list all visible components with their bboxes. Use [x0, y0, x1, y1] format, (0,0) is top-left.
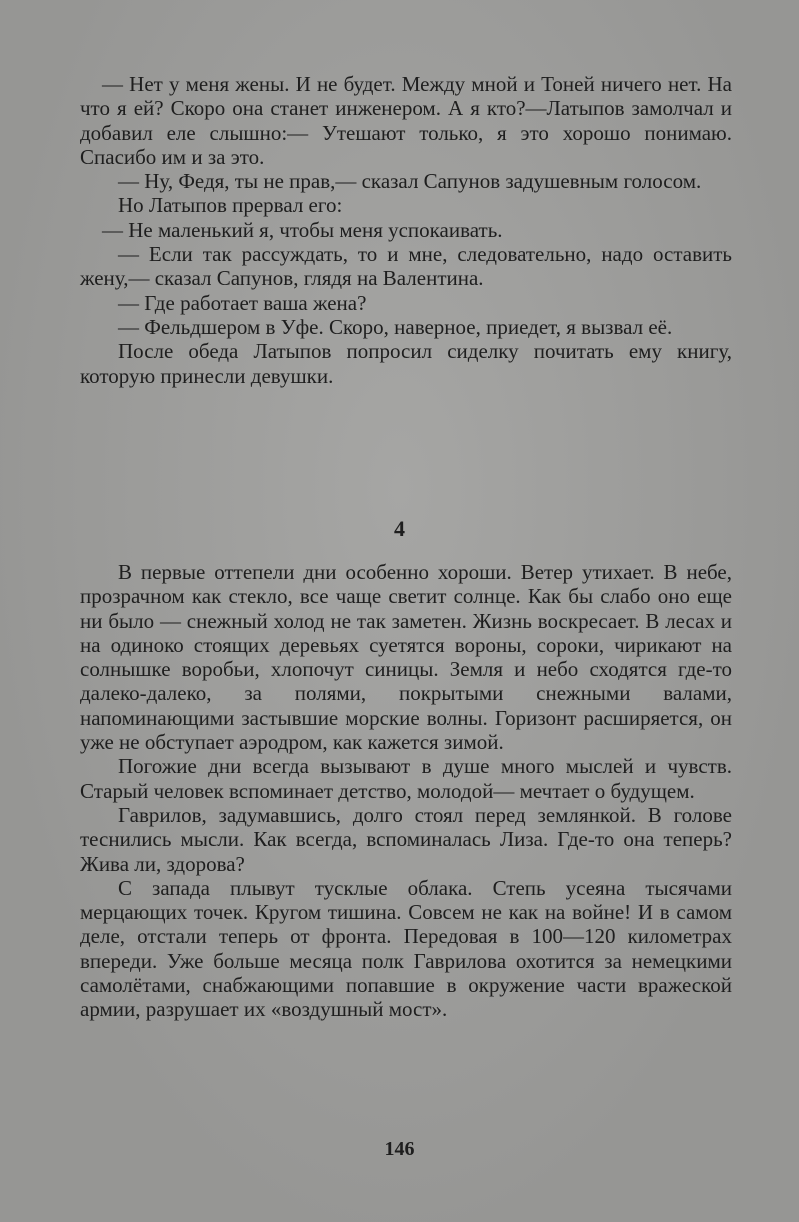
paragraph: — Если так рассуждать, то и мне, следовательно, надо оставить жену,— сказал Сапунов, глядя на Валентина. — [80, 242, 732, 291]
paragraph: Но Латыпов прервал его: — [118, 193, 343, 218]
paragraph: — Фельдшером в Уфе. Скоро, наверное, приедет, я вызвал её. — [118, 314, 673, 339]
chapter-number: 4 — [394, 516, 405, 541]
paragraph: В первые оттепели дни особенно хороши. Ветер утихает. В небе, прозрачном как стекло, все чаще светит солнце. Как бы слабо оно еще ни было — снежный холод не так заметен. Жизнь воскресает. В лесах и на одиноко стоящих деревьях суетятся вороны, сороки, чирикают на солнышке воробьи, хлопочут синицы. Земля и небо сходятся где-то далеко-далеко, за полями, покрытыми снежными валами, напоминающими застывшие морские волны. Горизонт расширяется, он уже не обступает аэродром, как кажется зимой. — [80, 560, 732, 755]
paragraph: Погожие дни всегда вызывают в душе много мыслей и чувств. Старый человек вспоминает детство, молодой— мечтает о будущем. — [80, 754, 732, 803]
paragraph: С запада плывут тусклые облака. Степь усеяна тысячами мерцающих точек. Кругом тишина. Совсем не как на войне! И в самом деле, отстали теперь от фронта. Передовая в 100—120 километрах впереди. Уже больше месяца полк Гаврилова охотится за немецкими самолётами, снабжающими попавшие в окружение части вражеской армии, разрушает их «воздушный мост». — [80, 875, 732, 1022]
top-text-block — [80, 72, 732, 388]
paragraph: — Ну, Федя, ты не прав,— сказал Сапунов задушевным голосом. — [118, 169, 702, 194]
bottom-text-block — [80, 560, 732, 1022]
paragraph: — Нет у меня жены. И не будет. Между мной и Тоней ничего нет. На что я ей? Скоро она станет инженером. А я кто?—Латыпов замолчал и добавил еле слышно:— Утешают только, я это хорошо понимаю. Спасибо им и за это. — [80, 72, 732, 169]
page-number: 146 — [384, 1138, 415, 1160]
paragraph: — Где работает ваша жена? — [118, 290, 367, 315]
paragraph: После обеда Латыпов попросил сиделку почитать ему книгу, которую принесли девушки. — [80, 339, 732, 388]
paragraph: Гаврилов, задумавшись, долго стоял перед землянкой. В голове теснились мысли. Как всегда, вспоминалась Лиза. Где-то она теперь? Жива ли, здорова? — [80, 802, 732, 876]
paragraph: — Не маленький я, чтобы меня успокаивать. — [102, 217, 503, 242]
